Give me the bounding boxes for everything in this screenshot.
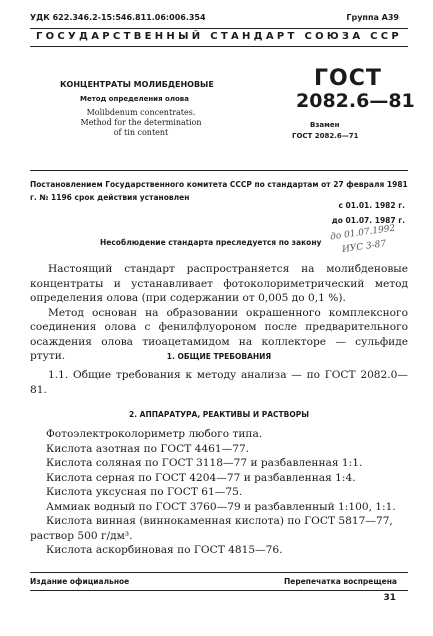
- list-item: Кислота серная по ГОСТ 4204—77 и разбавленная 1:4.: [46, 471, 356, 484]
- intro-text: [30, 262, 408, 364]
- replaces-number: ГОСТ 2082.6—71: [292, 132, 359, 140]
- validity-from: с 01.01. 1982 г.: [338, 201, 405, 210]
- title-method: Метод определения олова: [80, 95, 189, 103]
- law-warning: Несоблюдение стандарта преследуется по закону: [100, 238, 322, 247]
- title-ru: КОНЦЕНТРАТЫ МОЛИБДЕНОВЫЕ: [60, 80, 214, 89]
- handwritten-note-1: до 01.07.1992: [329, 223, 396, 243]
- intro-paragraph-2: Метод основан на образовании окрашенного комплексного соединения олова с фенилфлуороном после предварительного осаждения олова тиоацетамидом на коллекторе — сульфиде ртути.: [30, 306, 408, 362]
- list-item: Кислота соляная по ГОСТ 3118—77 и разбавленная 1:1.: [46, 457, 363, 469]
- section-1-title: 1. ОБЩИЕ ТРЕБОВАНИЯ: [166, 352, 272, 361]
- validity-to: до 01.07. 1987 г.: [331, 216, 405, 225]
- group-code: Группа А39: [346, 13, 399, 22]
- list-item: Кислота уксусная по ГОСТ 61—75.: [46, 486, 243, 498]
- section-1-text: [30, 368, 408, 397]
- list-item: Кислота азотная по ГОСТ 4461—77.: [46, 442, 250, 455]
- header-rule-top: [30, 28, 408, 29]
- standard-heading: ГОСУДАРСТВЕННЫЙ СТАНДАРТ СОЮЗА ССР: [35, 31, 403, 42]
- gost-number: 2082.6—81: [296, 90, 415, 112]
- list-item: Кислота винная (виннокаменная кислота) по ГОСТ 5817—77,: [46, 515, 393, 527]
- intro-paragraph-1: Настоящий стандарт распространяется на молибденовые концентраты и устанавливает фотоколориметрический метод определения олова (при содержании от 0,005 до 0,1 %).: [30, 263, 408, 304]
- list-item: Фотоэлектроколориметр любого типа.: [46, 428, 263, 440]
- list-item: Аммиак водный по ГОСТ 3760—79 и разбавленный 1:100, 1:1.: [46, 500, 396, 513]
- replaces-label: Взамен: [310, 121, 340, 129]
- handwritten-note-2: ИУС 3-87: [341, 238, 387, 256]
- section-2-title: 2. АППАРАТУРА, РЕАКТИВЫ И РАСТВОРЫ: [128, 410, 310, 419]
- gost-label: ГОСТ: [314, 66, 382, 91]
- list-item: раствор 500 г/дм³.: [30, 529, 133, 542]
- decree-text: Постановлением Государственного комитета СССР по стандартам от 27 февраля 1981 г. № 1196 срок действия установлен: [30, 180, 408, 202]
- footer-official: Издание официальное: [30, 577, 130, 586]
- section-1-paragraph: 1.1. Общие требования к методу анализа — по ГОСТ 2082.0—81.: [30, 369, 408, 396]
- title-en-line-1: Molibdenum concentrates.: [86, 108, 196, 117]
- udk-code: УДК 622.346.2-15:546.811.06:006.354: [30, 13, 206, 22]
- title-en-line-2: Method for the determination: [80, 118, 202, 127]
- footer-rule-bottom: [30, 590, 408, 591]
- section-2-list: [30, 427, 408, 558]
- footer-reprint: Перепечатка воспрещена: [283, 577, 397, 586]
- title-en-line-3: of tin content: [113, 128, 169, 137]
- decree-rule: [30, 170, 408, 171]
- page-number: 31: [383, 593, 396, 603]
- footer-rule: [30, 572, 408, 573]
- list-item: Кислота аскорбиновая по ГОСТ 4815—76.: [46, 544, 283, 556]
- header-rule-bottom: [30, 46, 408, 47]
